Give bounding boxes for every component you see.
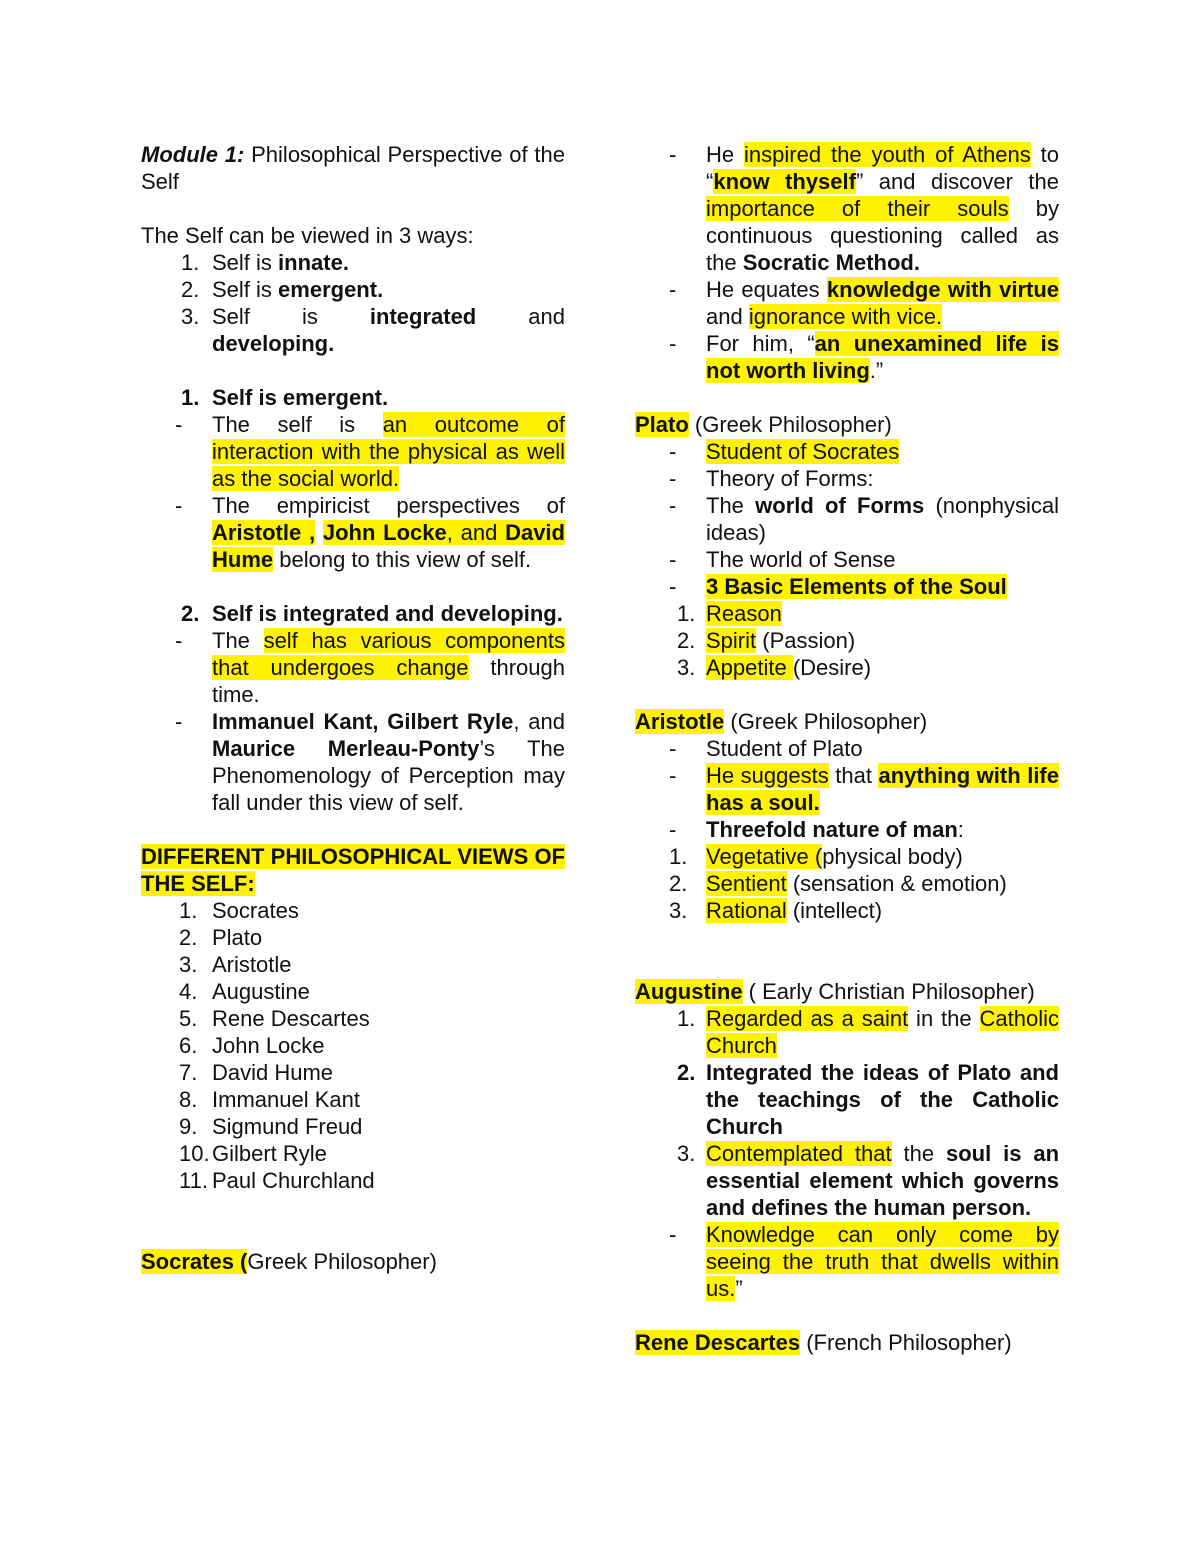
right-column bbox=[635, 141, 1059, 1356]
list-item: 2. Plato bbox=[179, 925, 263, 950]
list-item: 5. Rene Descartes bbox=[179, 1006, 370, 1031]
list-item: - 3 Basic Elements of the Soul bbox=[669, 574, 1007, 599]
socrates-heading: Socrates (Greek Philosopher) bbox=[141, 1249, 437, 1274]
list-item: 9. Sigmund Freud bbox=[179, 1114, 363, 1139]
list-item: - For him, “an unexamined life is not worth living.” bbox=[669, 331, 1059, 383]
descartes-heading: Rene Descartes (French Philosopher) bbox=[635, 1330, 1012, 1355]
list-item: - The world of Sense bbox=[669, 547, 896, 572]
list-item: - He inspired the youth of Athens to “know thyself” and discover the importance of their souls by continuous questioning called as the Socratic Method. bbox=[669, 142, 1060, 275]
list-item: 1. Vegetative (physical body) bbox=[669, 844, 963, 869]
list-item: 1. Socrates bbox=[179, 898, 299, 923]
list-item: - Student of Plato bbox=[669, 736, 863, 761]
list-item: - He equates knowledge with virtue and ignorance with vice. bbox=[669, 277, 1060, 329]
list-item: - Student of Socrates bbox=[669, 439, 900, 464]
list-item: - Threefold nature of man: bbox=[669, 817, 964, 842]
list-item: - The world of Forms (nonphysical ideas) bbox=[669, 493, 1059, 545]
list-item: 7. David Hume bbox=[179, 1060, 334, 1085]
list-item: 1. Self is innate. bbox=[181, 250, 349, 275]
list-item: 1. Reason bbox=[677, 601, 782, 626]
list-item: 3. Contemplated that the soul is an essential element which governs and defines the human person. bbox=[677, 1141, 1060, 1220]
views-list bbox=[141, 897, 565, 1194]
list-item: - The self is an outcome of interaction with the physical as well as the social world. bbox=[175, 412, 565, 491]
list-item: 10. Gilbert Ryle bbox=[179, 1141, 327, 1166]
views-heading: DIFFERENT PHILOSOPHICAL VIEWS OF THE SELF: bbox=[141, 844, 565, 896]
list-item: 2. Integrated the ideas of Plato and the teachings of the Catholic Church bbox=[677, 1060, 1059, 1139]
list-item: - Theory of Forms: bbox=[669, 466, 874, 491]
list-item: 1. Regarded as a saint in the Catholic Church bbox=[677, 1006, 1059, 1058]
list-item: - Immanuel Kant, Gilbert Ryle, and Maurice Merleau-Ponty’s The Phenomenology of Perception may fall under this view of self. bbox=[175, 709, 566, 815]
list-item: 2. Sentient (sensation & emotion) bbox=[669, 871, 1007, 896]
list-item: 3. Self is integrated and bbox=[181, 304, 565, 329]
list-item: 3. Aristotle bbox=[179, 952, 292, 977]
module-title: Module 1: Philosophical Perspective of the Self bbox=[141, 142, 565, 194]
list-item: - The empiricist perspectives of Aristotle , John Locke, and David Hume belong to this view of self. bbox=[175, 493, 565, 572]
list-item: - The self has various components that undergoes change through time. bbox=[175, 628, 565, 707]
list-item: 2. Self is emergent. bbox=[181, 277, 384, 302]
list-item: 11. Paul Churchland bbox=[179, 1168, 375, 1193]
list-item: 3. Rational (intellect) bbox=[669, 898, 883, 923]
plato-heading: Plato (Greek Philosopher) bbox=[635, 412, 892, 437]
section-heading: 2. Self is integrated and developing. bbox=[181, 601, 563, 626]
section-heading: 1. Self is emergent. bbox=[181, 385, 389, 410]
list-item: - He suggests that anything with life has a soul. bbox=[669, 763, 1059, 815]
list-item: 2. Spirit (Passion) bbox=[677, 628, 856, 653]
list-item: 4. Augustine bbox=[179, 979, 310, 1004]
list-item: 3. Appetite (Desire) bbox=[677, 655, 872, 680]
left-column: Module 1: Philosophical Perspective of the Self The Self can be viewed in 3 ways: 1. Self is innate. 2. Self is emergent. 3. Self is integrated and developing. 1. Self is emergent. - The self is an outcome of interaction with the physical as well as the social world. - The empiricist perspectives of Aristotle , John Locke, and David Hume belong to this view of self. 2. Self is integrated and developing. - The self has various components that undergoes change through time. - Immanuel Kant, Gilbert Ryle, and Maurice Merleau-Ponty’s The Phenomenology of Perception may fall under this view of self. DIFFERENT PHILOSOPHICAL VIEWS OF THE SELF: 1. Socrates 2. Plato 3. Aristotle 4. Augustine 5. Rene Descartes 6. John Locke 7. David Hume 8. Immanuel Kant 9. Sigmund Freud 10. Gilbert Ryle 11. Paul Churchland Socrates (Greek Philosopher) bbox=[141, 142, 566, 1274]
augustine-heading: Augustine ( Early Christian Philosopher) bbox=[635, 979, 1035, 1004]
list-item: - Knowledge can only come by seeing the truth that dwells within us.” bbox=[669, 1222, 1059, 1301]
list-item: 8. Immanuel Kant bbox=[179, 1087, 360, 1112]
list-item: 6. John Locke bbox=[179, 1033, 325, 1058]
aristotle-heading: Aristotle (Greek Philosopher) bbox=[635, 709, 928, 734]
intro-text: The Self can be viewed in 3 ways: bbox=[141, 223, 474, 248]
